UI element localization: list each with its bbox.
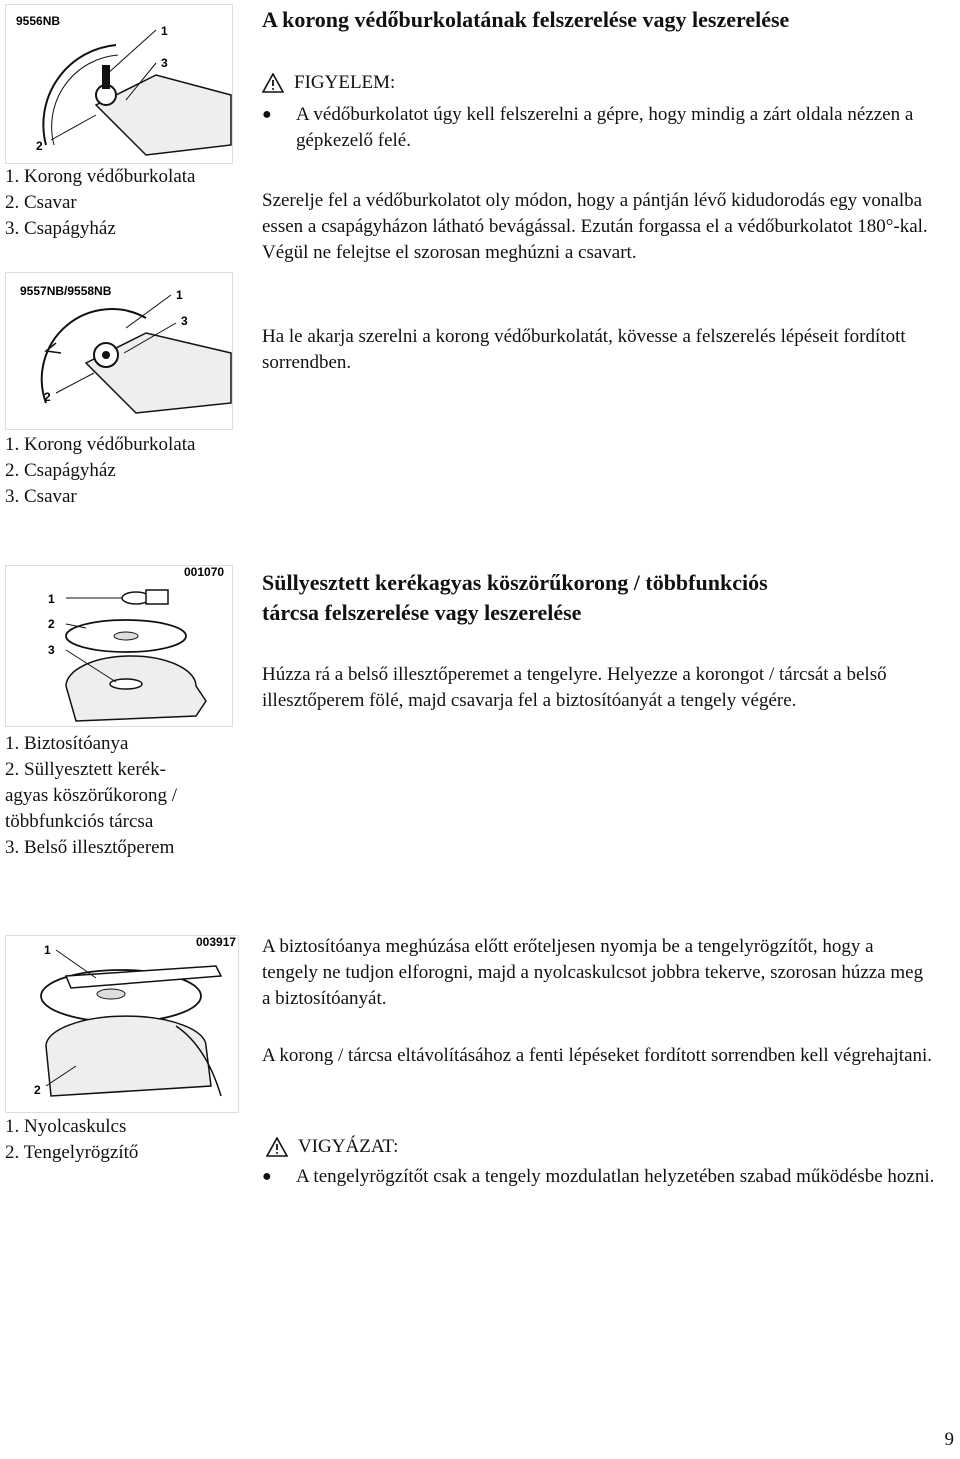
caption-line: többfunkciós tárcsa — [5, 811, 154, 832]
caption-line: 1. Biztosítóanya — [5, 733, 129, 754]
leader-line-2 — [56, 373, 94, 393]
callout-1: 1 — [44, 943, 51, 957]
callout-3: 3 — [161, 56, 168, 70]
section-title-line: Süllyesztett kerékagyas köszörűkorong / többfunkciós — [262, 570, 768, 595]
wheel-hub — [114, 632, 138, 640]
section-title-line: tárcsa felszerelése vagy leszerelése — [262, 600, 582, 625]
grinder-body — [46, 1016, 211, 1096]
figure-model-label: 9556NB — [16, 14, 61, 28]
warning-triangle-icon — [262, 73, 284, 93]
bullet-dot: ● — [262, 106, 272, 123]
caution-bullet — [262, 1164, 942, 1190]
caption-line: 2. Tengelyrögzítő — [5, 1142, 139, 1163]
caption-line: 1. Nyolcaskulcs — [5, 1116, 127, 1137]
callout-2: 2 — [44, 390, 51, 404]
figure-1-caption — [5, 164, 195, 242]
spindle — [102, 351, 110, 359]
figure-001070 — [5, 565, 233, 727]
figure-3-caption — [5, 731, 177, 861]
part-box — [146, 590, 168, 604]
paragraph: A korong / tárcsa eltávolításához a fenti lépéseket fordított sorrendben kell végrehajtani. — [262, 1045, 933, 1066]
leader-line-2 — [51, 115, 96, 140]
caption-line: 1. Korong védőburkolata — [5, 434, 196, 455]
callout-3: 3 — [48, 643, 55, 657]
caption-line: 3. Belső illesztőperem — [5, 837, 175, 858]
grinder-body — [96, 75, 231, 155]
caution-heading — [266, 1134, 398, 1160]
caption-line: 3. Csavar — [5, 486, 77, 507]
caution-text: A tengelyrögzítőt csak a tengely mozdulatlan helyzetében szabad működésbe hozni. — [296, 1166, 935, 1187]
warning-bullet — [262, 102, 942, 154]
bullet-dot: ● — [262, 1168, 272, 1185]
inner-flange-part — [110, 679, 142, 689]
figure-model-label: 9557NB/9558NB — [20, 284, 112, 298]
page-number: 9 — [944, 1429, 954, 1450]
caption-line: agyas köszörűkorong / — [5, 785, 178, 806]
figure-code-label: 003917 — [196, 936, 237, 949]
callout-2: 2 — [48, 617, 55, 631]
caption-line: 2. Csavar — [5, 192, 77, 213]
callout-2: 2 — [34, 1083, 41, 1097]
figure-9556nb — [5, 4, 233, 164]
leader-line-1 — [106, 30, 156, 75]
lock-nut-part — [97, 989, 125, 999]
figure-003917 — [5, 935, 239, 1113]
paragraph: Ha le akarja szerelni a korong védőburkolatát, kövesse a felszerelés lépéseit fordított sorrendben. — [262, 326, 906, 373]
paragraph: Szerelje fel a védőburkolatot oly módon, hogy a pántján lévő kidudorodás egy vonalba essen a csapágyházon látható bevágással. Ezután forgassa el a védőburkolatot 180°-kal. Végül ne felejtse el szorosan meghúzni a csavart. — [262, 190, 928, 263]
paragraph: Húzza rá a belső illesztőperemet a tengelyre. Helyezze a korongot / tárcsát a belső illesztőperem fölé, majd csavarja fel a biztosítóanyát a tengely végére. — [262, 664, 887, 711]
spindle — [102, 65, 110, 89]
callout-1: 1 — [161, 24, 168, 38]
paragraph: A biztosítóanya meghúzása előtt erőteljesen nyomja be a tengelyrögzítőt, hogy a tengely ne tudjon elforogni, majd a nyolcaskulcsot jobbra tekerve, szorosan húzza meg a biztosítóanyát. — [262, 936, 924, 1009]
warning-label: FIGYELEM: — [294, 72, 396, 93]
figure-2-caption — [5, 432, 195, 510]
callout-2: 2 — [36, 139, 43, 153]
warning-triangle-icon — [266, 1137, 288, 1157]
caption-line: 2. Süllyesztett kerék- — [5, 759, 166, 780]
caption-line: 3. Csapágyház — [5, 218, 116, 239]
figure-9557nb-9558nb — [5, 272, 233, 430]
figure-code-label: 001070 — [184, 566, 225, 579]
callout-1: 1 — [176, 288, 183, 302]
warning-heading — [262, 70, 395, 96]
figure-4-caption — [5, 1114, 138, 1166]
callout-1: 1 — [48, 592, 55, 606]
callout-3: 3 — [181, 314, 188, 328]
caution-label: VIGYÁZAT: — [298, 1136, 399, 1157]
caption-line: 2. Csapágyház — [5, 460, 116, 481]
section-title: A korong védőburkolatának felszerelése vagy leszerelése — [262, 7, 790, 32]
caption-line: 1. Korong védőburkolata — [5, 166, 196, 187]
section-title — [262, 568, 768, 628]
warning-text: A védőburkolatot úgy kell felszerelni a gépre, hogy mindig a zárt oldala nézzen a gépkezelő felé. — [296, 104, 914, 151]
